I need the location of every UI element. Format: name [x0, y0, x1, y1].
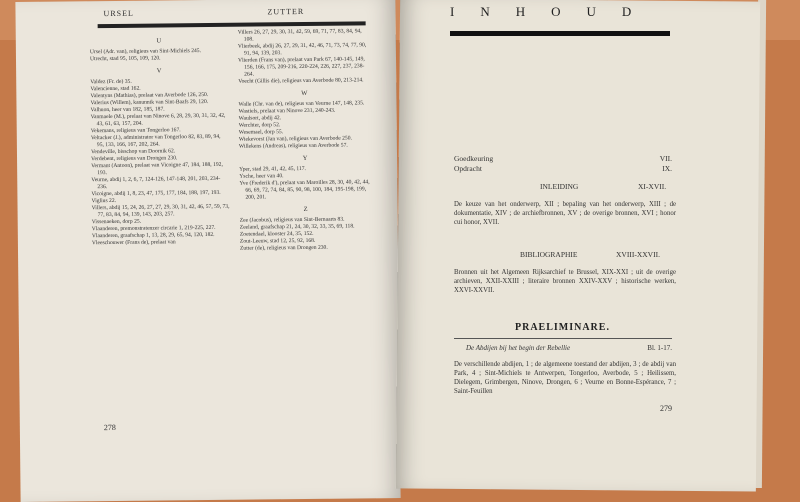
running-head-left: URSEL	[103, 8, 134, 19]
toc-goedkeuring	[454, 154, 672, 163]
right-page	[396, 0, 760, 492]
index-entry: Vermant (Antoon), prelaat van Vicoigne 47, 184, 188, 192, 193.	[91, 161, 223, 177]
toc-bibliographie-pages: XVIII-XXVII.	[616, 250, 660, 259]
bibliographie-paragraph: Bronnen uit het Algemeen Rijksarchief te Brussel, XIX-XXI ; uit de overige archieven, XXII-XXIII ; literaire bronnen XXIV-XXV ; historische werken, XXVI-XXVII.	[454, 269, 676, 294]
index-entry: Vlierbeek, abdij 26, 27, 29, 31, 42, 46, 71, 73, 74, 77, 90, 91, 94, 139, 203.	[237, 42, 367, 57]
toc-label: Opdracht	[454, 164, 482, 173]
index-entry: Vendeville, bisschop van Doornik 62.	[90, 148, 176, 156]
toc-pages: IX.	[662, 164, 672, 173]
index-section-letter: V	[156, 67, 162, 75]
index-entry: Veltacker (J.), administrator van Tongerloo 82, 83, 89, 94, 95, 133, 166, 167, 202, 264.	[90, 133, 221, 149]
index-entry: Verdebent, religieus van Drongen 230.	[91, 155, 178, 163]
index-column-1	[90, 32, 230, 247]
index-entry: Voecht (Gillis die), religieus van Averbode 80, 213-214.	[238, 77, 364, 85]
index-entry: Wiekevorst (Jan van), religieus van Averbode 250.	[238, 135, 352, 143]
index-section-letter: Y	[302, 154, 308, 163]
index-entry: Vlaanderen, premonstratenzer circarie 1, 219-225, 227.	[91, 224, 216, 233]
index-entry: Ursel (Adr. van), religieus van Sint-Michiels 245.	[89, 48, 202, 56]
index-entry: Villers, abdij 15, 24, 26, 27, 27, 29, 30, 31, 42, 46, 57, 59, 73, 77, 83, 84, 94, 139, 143, 203, 257.	[91, 203, 230, 219]
index-entry: Vicoigne, abdij 1, 8, 23, 47, 175, 177, 184, 188, 197, 193.	[91, 189, 221, 198]
index-entry: Willekens (Andreas), religieus van Averbode 57.	[238, 142, 348, 150]
index-section-letter: W	[301, 89, 308, 98]
praeliminare-heading: PRAELIMINARE.	[515, 322, 610, 333]
page-number-right: 279	[660, 404, 672, 413]
index-entry: Yper, stad 29, 41, 42, 45, 117.	[239, 165, 306, 173]
index-column-2	[238, 28, 372, 252]
index-entry: Valdez (Fr. de) 35.	[90, 78, 132, 86]
toc-bibliographie-label: BIBLIOGRAPHIE	[520, 250, 578, 259]
index-entry: Valentyns (Mathias), prelaat van Averbode 126, 250.	[90, 91, 209, 100]
index-entry: Utrecht, stad 95, 105, 109, 120.	[89, 55, 161, 63]
left-page	[15, 0, 400, 502]
page-number-left: 278	[103, 422, 116, 433]
index-entry: Vissenaeken, dorp 25.	[91, 218, 142, 226]
index-entry: Wastiels, prelaat van Ninove 231, 240-243.	[238, 107, 336, 115]
toc-abdijen	[466, 344, 672, 352]
index-entry: Vlaanderen, graafschap 1, 13, 28, 29, 65, 94, 120, 182.	[91, 231, 215, 240]
index-entry: Yve (Frederik d'), prelaat van Maroilles 28, 30, 40, 42, 44, 66, 69, 72, 74, 84, 85, 90, 98, 100, 184, 195-198, 199, 200, 201.	[239, 179, 370, 201]
index-entry: Zeeland, graafschap 21, 24, 30, 32, 33, 35, 69, 118.	[239, 223, 355, 231]
index-entry: Ysche, heer van 40.	[239, 173, 284, 180]
index-entry: Viglius 22.	[91, 197, 117, 205]
index-entry: Zoetendael, klooster 24, 35, 152.	[239, 230, 314, 238]
abdijen-paragraph: De verschillende abdijen, 1 ; de algemeene toestand der abdijen, 3 ; de abdij van Park, 4 ; Sint-Michiels te Antwerpen, Tongerloo, Averbode, 5 ; Heilissem, Dielegem, Grimbergen, Ninove, Drongen, 6 ; Veurne en Bonne-Espérance, 7 ; Saint-Feuillen	[454, 361, 676, 395]
index-entry: Valhuon, heer van 182, 185, 187.	[90, 106, 165, 114]
toc-pages: Bl. 1-17.	[647, 344, 672, 352]
index-entry: Valerius (Willem), kanunnik van Sint-Baafs 29, 120.	[90, 98, 209, 107]
title-rule	[450, 31, 670, 36]
contents-title: INHOUD	[450, 4, 658, 19]
toc-opdracht	[454, 164, 672, 173]
index-entry: Zout-Leeuw, stad 12, 25, 92, 168.	[239, 237, 316, 245]
toc-label: Goedkeuring	[454, 154, 494, 163]
index-entry: Waulsort, abdij 42.	[238, 115, 282, 122]
index-entry: Veurne, abdij 1, 2, 6, 7, 124-126, 147-148, 201, 203, 234-236.	[91, 175, 221, 191]
toc-label: De Abdijen bij het begin der Rebellie	[466, 344, 571, 352]
toc-inleiding-label: INLEIDING	[540, 182, 579, 191]
toc-pages: VII.	[659, 154, 672, 163]
praeliminare-rule	[454, 338, 672, 339]
index-entry: Vanmaele (M.), prelaat van Ninove 6, 28, 29, 30, 31, 32, 42, 43, 61, 63, 157, 204.	[90, 112, 226, 128]
inleiding-paragraph: De keuze van het onderwerp, XII ; bepaling van het onderwerp, XIII ; de dokumentatie, XIV ; de archiefbronnen, XV ; de overige bronnen, XVI ; honor cui honor, XVII.	[454, 201, 676, 226]
index-entry: Zutter (de), religieus van Drongen 230.	[239, 244, 328, 252]
index-entry: Vlierden (Frans van), prelaat van Park 67, 140-145, 149, 156, 166, 175, 209-216, 220-224, 226, 227, 237, 238-264.	[237, 56, 365, 78]
index-entry: Valencienne, stad 162.	[90, 85, 141, 93]
index-entry: Villers 26, 27, 29, 30, 31, 42, 59, 69, 71, 77, 83, 84, 94, 108.	[237, 28, 362, 43]
index-section-letter: Z	[303, 205, 308, 213]
index-entry: Wesemael, dorp 55.	[238, 129, 284, 136]
index-entry: Zee (Jacobus), religieus van Sint-Bernaarts 83.	[239, 216, 345, 224]
header-rule	[98, 21, 366, 28]
index-section-letter: U	[156, 37, 162, 45]
running-head-right: ZUTTER	[267, 6, 305, 17]
index-entry: Walle (Chr. van de), religieus van Veurne 147, 148, 235.	[238, 100, 365, 108]
index-entry: Werchter, dorp 52.	[238, 122, 281, 129]
index-entry: Vleeschouwer (Frans de), prelaat van	[91, 239, 176, 247]
index-entry: Vekemans, religieus van Tongerloo 167.	[90, 127, 181, 135]
toc-inleiding-pages: XI-XVII.	[638, 182, 667, 191]
